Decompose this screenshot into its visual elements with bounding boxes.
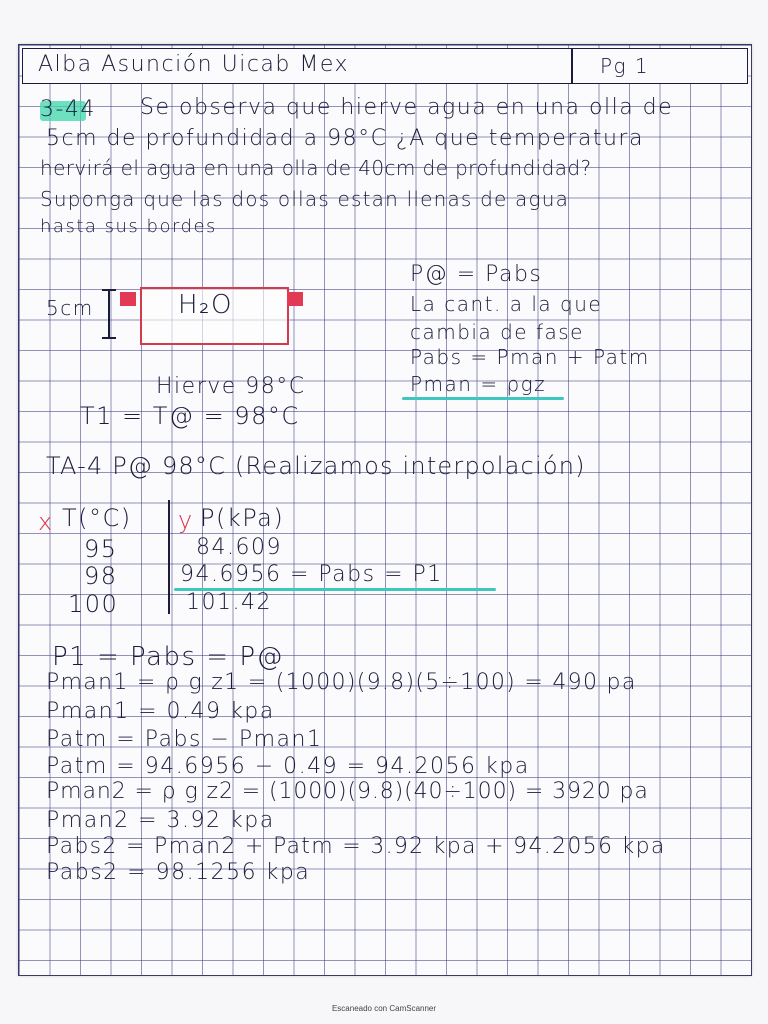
calc-line-5: Patm = 94.6956 − 0.49 = 94.2056 kpa: [46, 754, 530, 779]
pot-handle-left: [120, 292, 136, 306]
boil-label: Hierve 98°C: [156, 374, 306, 399]
depth-dimension-line: [108, 290, 110, 338]
calc-line-3: Pman1 = 0.49 kpa: [46, 699, 275, 724]
interpolation-title: TA-4 P@ 98°C (Realizamos interpolación): [46, 452, 586, 480]
calc-line-9: Pabs2 = 98.1256 kpa: [46, 860, 311, 885]
x-marker: x: [38, 508, 54, 536]
table-row-t: 100: [68, 590, 119, 618]
depth-label: 5cm: [46, 296, 94, 320]
note-line-3: cambia de fase: [410, 320, 584, 344]
depth-cap-top: [102, 289, 116, 291]
note-line-5: Pman = ρgz: [410, 372, 547, 396]
calc-line-1: P1 = Pabs = P@: [52, 642, 285, 672]
note-line-1: P@ = Pabs: [410, 262, 543, 287]
problem-line-2: 5cm de profundidad a 98°C ¿A que temperatura: [46, 126, 644, 151]
calc-line-6: Pman2 = ρ g z2 = (1000)(9.8)(40÷100) = 3920 pa: [46, 779, 649, 804]
y-marker: y: [178, 506, 194, 534]
calc-line-7: Pman2 = 3.92 kpa: [46, 808, 275, 833]
problem-line-5: hasta sus bordes: [40, 216, 217, 237]
table-row-p: 101.42: [186, 590, 272, 615]
calc-line-4: Patm = Pabs − Pman1: [46, 727, 323, 752]
problem-number: 3-44: [40, 97, 96, 122]
pot-handle-right: [287, 292, 303, 306]
table-row-t: 95: [84, 535, 118, 563]
problem-line-1: Se observa que hierve agua en una olla de: [140, 95, 674, 120]
x-column-header: T(°C): [62, 504, 132, 532]
scanner-watermark: Escaneado con CamScanner: [331, 1004, 437, 1013]
header-divider: [571, 49, 573, 83]
table-row-p: 94.6956 = Pabs = P1: [180, 562, 443, 587]
y-column-header: P(kPa): [200, 504, 285, 532]
depth-cap-bottom: [102, 337, 116, 339]
problem-line-4: Suponga que las dos ollas estan llenas de agua: [40, 187, 570, 211]
pot-label: H₂O: [178, 290, 233, 320]
t1-equation: T1 = T@ = 98°C: [80, 402, 300, 430]
note-line-4: Pabs = Pman + Patm: [410, 345, 650, 369]
table-row-p: 84.609: [196, 535, 282, 560]
note-line-2: La cant. a la que: [410, 292, 603, 316]
page-label: Pg 1: [600, 54, 650, 78]
calc-line-8: Pabs2 = Pman2 + Patm = 3.92 kpa + 94.2056 kpa: [46, 834, 666, 859]
calc-line-2: Pman1 = ρ g z1 = (1000)(9.8)(5÷100) = 490 pa: [46, 670, 637, 695]
table-divider: [168, 500, 170, 614]
problem-line-3: hervirá el agua en una olla de 40cm de profundidad?: [40, 156, 592, 180]
student-name: Alba Asunción Uicab Mex: [38, 52, 350, 77]
table-row-t: 98: [84, 562, 118, 590]
note-underline: [402, 397, 564, 400]
